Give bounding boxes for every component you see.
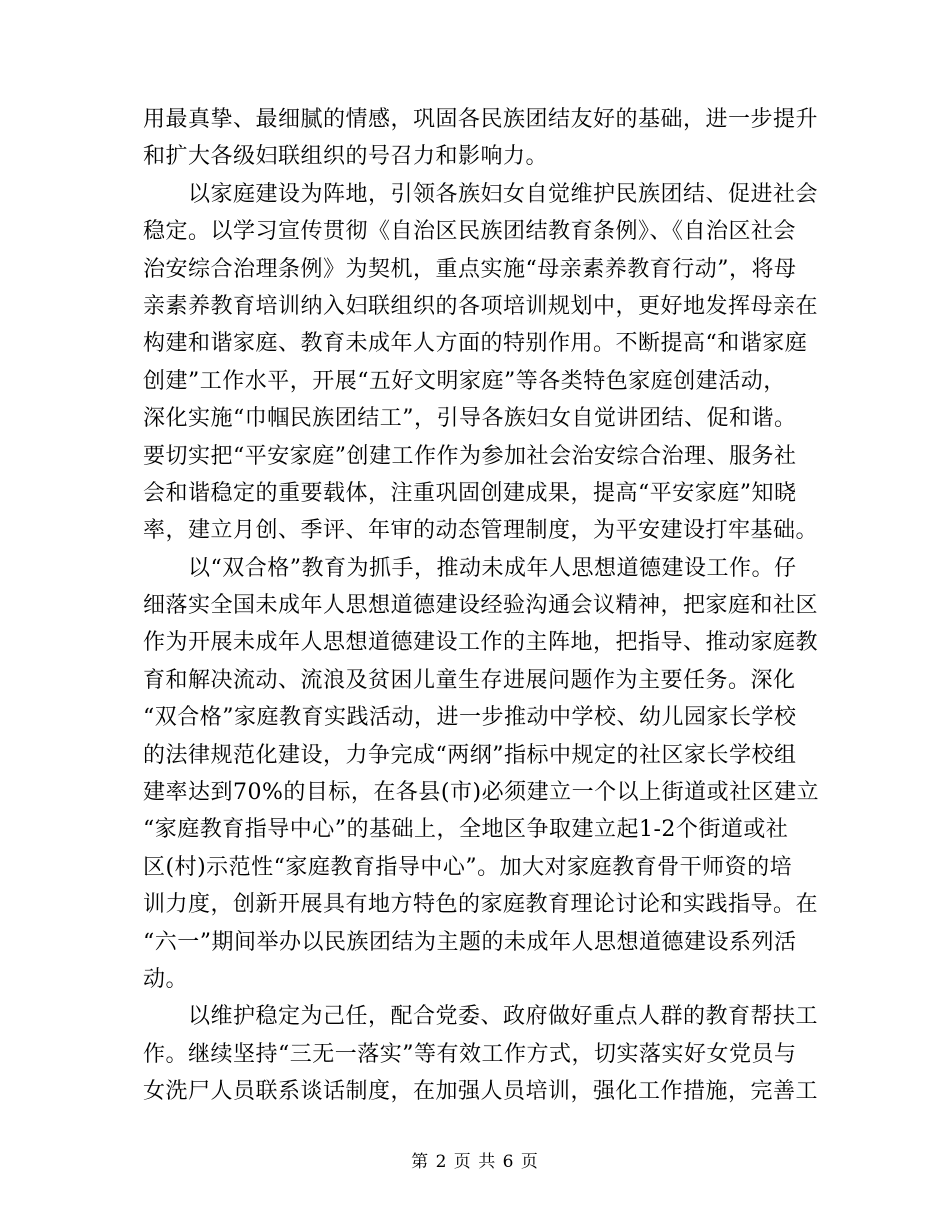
- text-line-3: 以家庭建设为阵地，引领各族妇女自觉维护民族团结、促进社会: [143, 181, 819, 207]
- text-line-18: 的法律规范化建设，力争完成“两纲”指标中规定的社区家长学校组: [143, 742, 797, 768]
- text-line-11: 会和谐稳定的重要载体，注重巩固创建成果，提高“平安家庭”知晓: [143, 480, 797, 506]
- text-line-20: “家庭教育指导中心”的基础上，全地区争取建立起1-2个街道或社: [143, 817, 789, 843]
- text-line-24: 动。: [143, 966, 189, 992]
- text-line-23: “六一”期间举办以民族团结为主题的未成年人思想道德建设系列活: [143, 929, 797, 955]
- text-line-5: 治安综合治理条例》为契机，重点实施“母亲素养教育行动”，将母: [143, 256, 797, 282]
- text-line-4: 稳定。以学习宣传贯彻《自治区民族团结教育条例》、《自治区社会: [143, 219, 797, 245]
- text-line-9: 深化实施“巾帼民族团结工”，引导各族妇女自觉讲团结、促和谐。: [143, 406, 797, 432]
- text-line-21: 区(村)示范性“家庭教育指导中心”。加大对家庭教育骨干师资的培: [143, 854, 793, 880]
- document-body: [143, 101, 820, 1111]
- text-line-7: 构建和谐家庭、教育未成年人方面的特别作用。不断提高“和谐家庭: [143, 331, 808, 357]
- text-line-25: 以维护稳定为己任，配合党委、政府做好重点人群的教育帮扶工: [143, 1004, 819, 1030]
- text-line-19: 建率达到70%的目标，在各县(市)必须建立一个以上街道或社区建立: [143, 780, 820, 806]
- text-line-14: 细落实全国未成年人思想道德建设经验沟通会议精神，把家庭和社区: [143, 593, 819, 619]
- text-line-26: 作。继续坚持“三无一落实”等有效工作方式，切实落实好女党员与: [143, 1041, 797, 1067]
- text-line-1: 用最真挚、最细腻的情感，巩固各民族团结友好的基础，进一步提升: [143, 107, 819, 132]
- text-line-8: 创建”工作水平，开展“五好文明家庭”等各类特色家庭创建活动，: [143, 368, 786, 394]
- page-number-footer: 第 2 页 共 6 页: [411, 1152, 539, 1172]
- text-line-27: 女洗尸人员联系谈话制度，在加强人员培训，强化工作措施，完善工: [143, 1079, 819, 1105]
- text-line-12: 率，建立月创、季评、年审的动态管理制度，为平安建设打牢基础。: [143, 518, 819, 544]
- text-line-22: 训力度，创新开展具有地方特色的家庭教育理论讨论和实践指导。在: [143, 892, 819, 918]
- text-line-15: 作为开展未成年人思想道德建设工作的主阵地，把指导、推动家庭教: [143, 630, 819, 656]
- text-line-17: “双合格”家庭教育实践活动，进一步推动中学校、幼儿园家长学校: [143, 705, 797, 731]
- text-line-6: 亲素养教育培训纳入妇联组织的各项培训规划中，更好地发挥母亲在: [143, 293, 819, 319]
- text-line-13: 以“双合格”教育为抓手，推动未成年人思想道德建设工作。仔: [143, 555, 797, 581]
- text-line-2: 和扩大各级妇联组织的号召力和影响力。: [143, 144, 549, 170]
- text-line-16: 育和解决流动、流浪及贫困儿童生存进展问题作为主要任务。深化: [143, 667, 796, 693]
- text-line-10: 要切实把“平安家庭”创建工作作为参加社会治安综合治理、服务社: [143, 443, 797, 469]
